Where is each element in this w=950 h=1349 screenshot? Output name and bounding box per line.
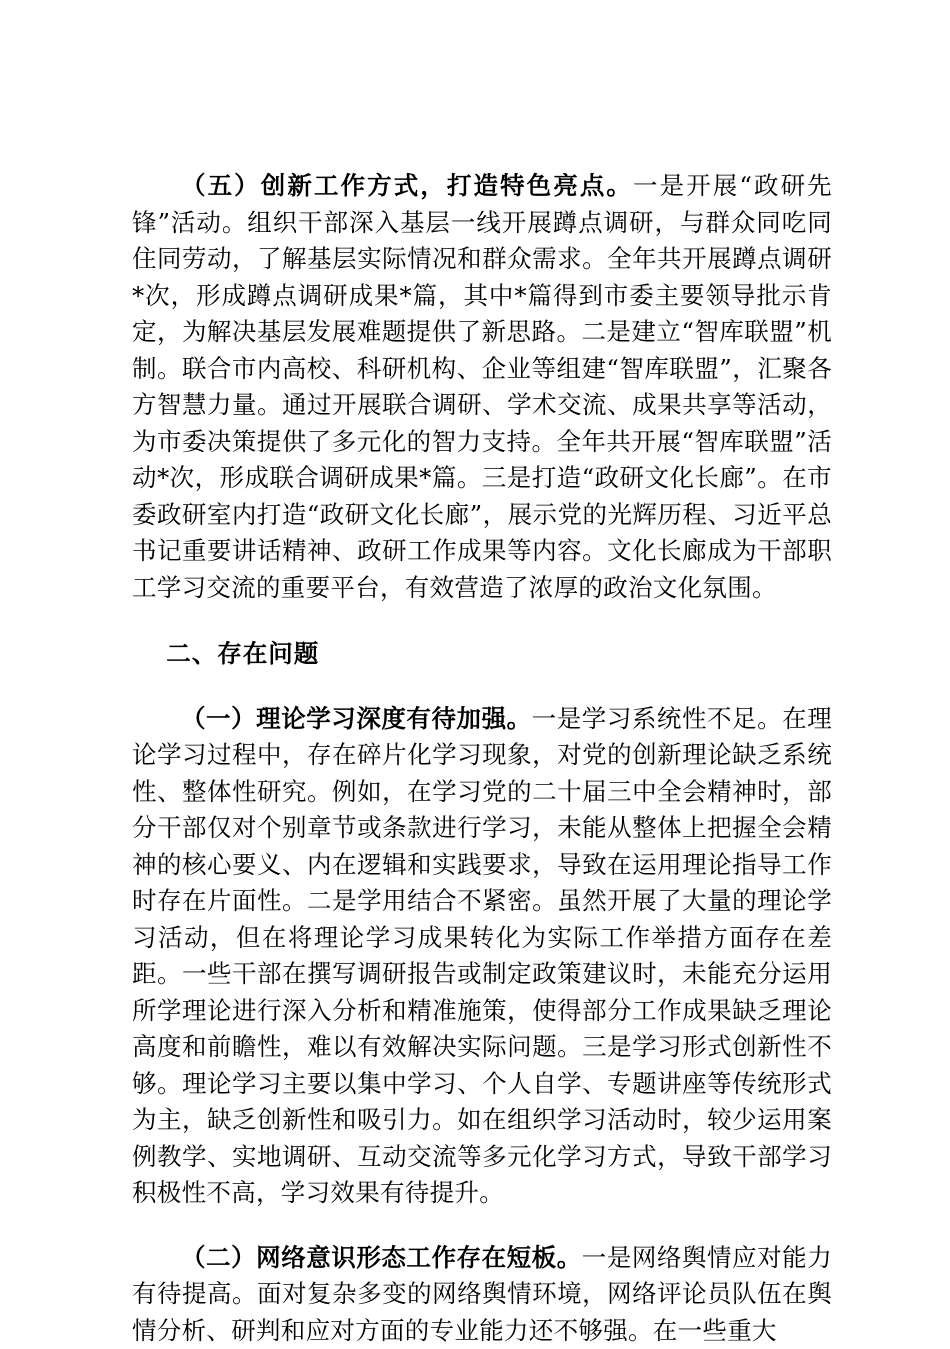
spacer bbox=[132, 1212, 832, 1240]
paragraph-body: 一是开展“政研先锋”活动。组织干部深入基层一线开展蹲点调研，与群众同吃同住同劳动，了解基层实际情况和群众需求。全年共开展蹲点调研*次，形成蹲点调研成果*篇，其中*篇得到市委主要领导批示肯定，为解决基层发展难题提供了新思路。二是建立“智库联盟”机制。联合市内高校、科研机构、企业等组建“智库联盟”，汇聚各方智慧力量。通过开展联合调研、学术交流、成果共享等活动，为市委决策提供了多元化的智力支持。全年共开展“智库联盟”活动*次，形成联合调研成果*篇。三是打造“政研文化长廊”。在市委政研室内打造“政研文化长廊”，展示党的光辉历程、习近平总书记重要讲话精神、政研工作成果等内容。文化长廊成为干部职工学习交流的重要平台，有效营造了浓厚的政治文化氛围。 bbox=[132, 171, 832, 602]
paragraph-network-ideology bbox=[132, 1240, 832, 1349]
paragraph-theory-study bbox=[132, 701, 832, 1212]
paragraph-body: 一是学习系统性不足。在理论学习过程中，存在碎片化学习现象，对党的创新理论缺乏系统性、整体性研究。例如，在学习党的二十届三中全会精神时，部分干部仅对个别章节或条款进行学习，未能从整体上把握全会精神的核心要义、内在逻辑和实践要求，导致在运用理论指导工作时存在片面性。二是学用结合不紧密。虽然开展了大量的理论学习活动，但在将理论学习成果转化为实际工作举措方面存在差距。一些干部在撰写调研报告或制定政策建议时，未能充分运用所学理论进行深入分析和精准施策，使得部分工作成果缺乏理论高度和前瞻性，难以有效解决实际问题。三是学习形式创新性不够。理论学习主要以集中学习、个人自学、专题讲座等传统形式为主，缺乏创新性和吸引力。如在组织学习活动时，较少运用案例教学、实地调研、互动交流等多元化学习方式，导致干部学习积极性不高，学习效果有待提升。 bbox=[132, 704, 832, 1208]
section-heading-problems: 二、存在问题 bbox=[132, 636, 832, 673]
paragraph-body: 一是网络舆情应对能力有待提高。面对复杂多变的网络舆情环境，网络评论员队伍在舆情分析、研判和应对方面的专业能力还不够强。在一些重大 bbox=[132, 1243, 832, 1345]
spacer bbox=[132, 606, 832, 636]
paragraph-lead: （二）网络意识形态工作存在短板。 bbox=[181, 1243, 582, 1272]
paragraph-innovation bbox=[132, 168, 832, 606]
spacer bbox=[132, 673, 832, 701]
document-page bbox=[132, 168, 832, 1349]
paragraph-lead: （一）理论学习深度有待加强。 bbox=[181, 704, 532, 733]
paragraph-lead: （五）创新工作方式，打造特色亮点。 bbox=[181, 171, 633, 200]
